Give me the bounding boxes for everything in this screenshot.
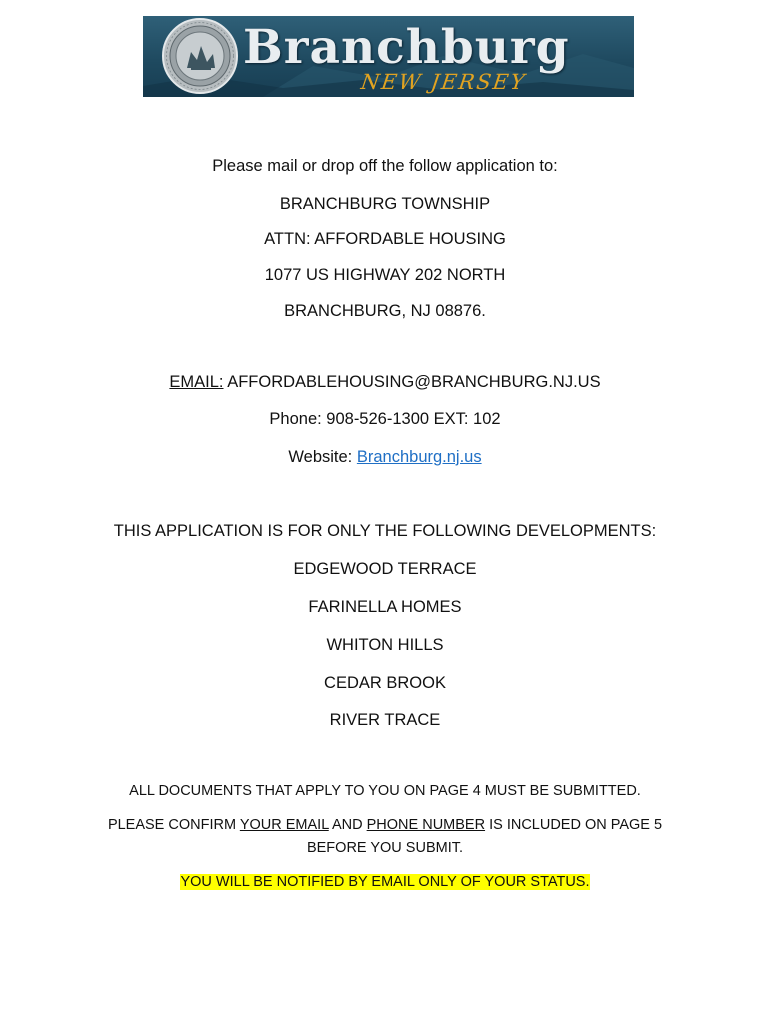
mail-intro: Please mail or drop off the follow application to: <box>212 157 558 175</box>
confirm-suffix: IS INCLUDED ON PAGE 5 <box>489 817 663 833</box>
notified-highlight: YOU WILL BE NOTIFIED BY EMAIL ONLY OF YOUR STATUS. <box>180 874 590 890</box>
confirm-note <box>0 815 770 835</box>
confirm-email: YOUR EMAIL <box>239 817 329 833</box>
website-link[interactable]: Branchburg.nj.us <box>356 448 482 466</box>
documents-note: ALL DOCUMENTS THAT APPLY TO YOU ON PAGE 4 MUST BE SUBMITTED. <box>129 783 641 799</box>
development-item: WHITON HILLS <box>326 636 444 654</box>
notified-note <box>0 872 770 892</box>
development-item: RIVER TRACE <box>329 711 441 729</box>
address-line-2: ATTN: AFFORDABLE HOUSING <box>264 230 506 248</box>
township-seal-icon <box>163 19 237 93</box>
banner-title: Branchburg <box>243 20 570 75</box>
development-item: EDGEWOOD TERRACE <box>293 560 477 578</box>
email-label: EMAIL: <box>169 373 224 391</box>
website-label: Website: <box>288 448 353 466</box>
address-line-1: BRANCHBURG TOWNSHIP <box>279 195 491 213</box>
email-address: AFFORDABLEHOUSING@BRANCHBURG.NJ.US <box>227 373 601 391</box>
developments-heading: THIS APPLICATION IS FOR ONLY THE FOLLOWING DEVELOPMENTS: <box>113 522 657 540</box>
address-line-3: 1077 US HIGHWAY 202 NORTH <box>264 266 506 284</box>
banner-subtitle: NEW JERSEY <box>359 70 528 94</box>
address-line-4: BRANCHBURG, NJ 08876. <box>284 302 486 320</box>
confirm-note-line-2: BEFORE YOU SUBMIT. <box>306 840 464 856</box>
phone-line: Phone: 908-526-1300 EXT: 102 <box>269 410 501 428</box>
development-item: FARINELLA HOMES <box>308 598 462 616</box>
website-line <box>0 447 770 467</box>
email-line <box>0 372 770 392</box>
confirm-prefix: PLEASE CONFIRM <box>107 817 237 833</box>
confirm-phone: PHONE NUMBER <box>366 817 486 833</box>
development-item: CEDAR BROOK <box>324 674 446 692</box>
confirm-and: AND <box>331 817 363 833</box>
branchburg-banner <box>143 16 634 97</box>
